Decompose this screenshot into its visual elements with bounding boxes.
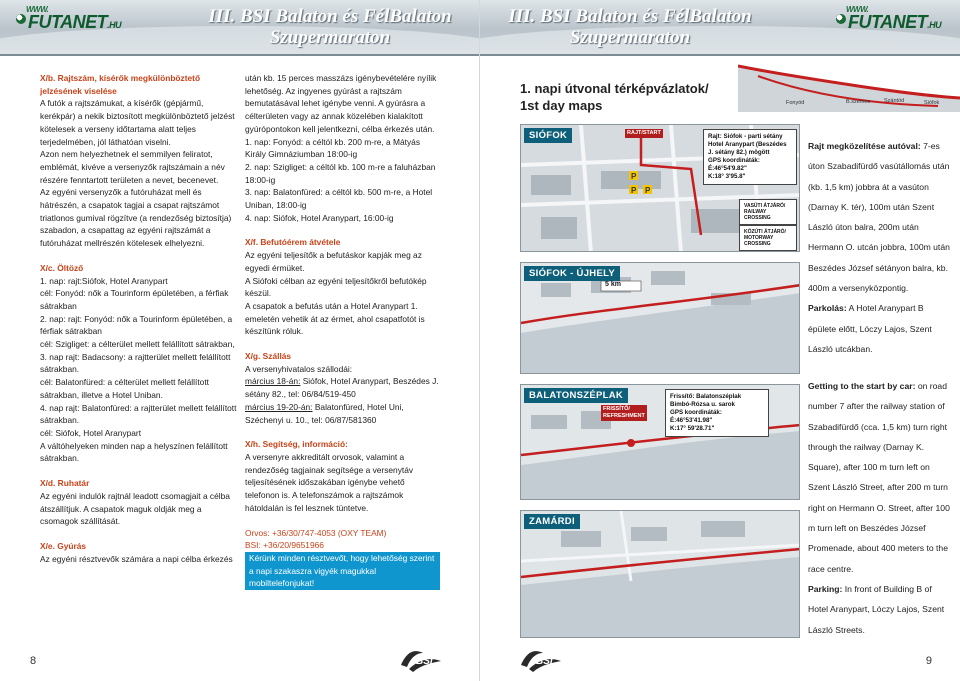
- paragraph: Azon nem helyezhetnek el semmilyen feliratot, emblémát, kivéve a versenyzők rajtszámain a név részére fenntartott területen a nevet, becenevet.: [40, 149, 225, 185]
- list-item: cél: Fonyód: nők a Tourinform épületében, a férfiak sátrakban: [40, 288, 229, 311]
- map-zamardi: [520, 510, 800, 638]
- railway-crossing-label: VASÚTI ÁTJÁRÓ/ RAILWAY CROSSING: [739, 199, 797, 225]
- paragraph: A Siófoki célban az egyéni teljesítőkről befutókép készül.: [245, 275, 427, 299]
- header-title: III. BSI Balaton és FélBalaton Szupermaraton: [208, 6, 452, 48]
- paragraph: március 18-án: Siófok, Hotel Aranypart, Beszédes J. sétány 82., tel: 06/84/519-450: [245, 376, 439, 400]
- list-item: A váltóhelyeken minden nap a helyszínen felállított sátrakban.: [40, 440, 228, 464]
- list-item: cél: Szigliget: a célterület mellett felállított sátrakban,: [40, 339, 235, 350]
- svg-text:P: P: [631, 172, 637, 181]
- section-title: X/h. Segítség, információ:: [245, 439, 348, 450]
- section-title: X/d. Ruhatár: [40, 478, 90, 489]
- svg-text:P: P: [631, 186, 637, 195]
- svg-text:P: P: [645, 186, 651, 195]
- list-item: cél: Siófok, Hotel Aranypart: [40, 427, 142, 438]
- paragraph: A futók a rajtszámukat, a kísérők (gépjármű, kerékpár) a nekik biztosított megkülönböztető jelzést kötelesek a verseny időtartama alatt teljes terjedelmében, jól láthatóan viselni.: [40, 98, 235, 147]
- section-title: X/e. Gyúrás: [40, 540, 87, 551]
- highlight-box: Kérünk minden résztvevőt, hogy lehetőség szerint a napi szakaszra vigyék magukkal mobiltelefonjukat!: [245, 552, 440, 590]
- paragraph: március 19-20-án: Balatonfüred, Hotel Uni, Széchenyi u. 10., tel: 06/87/581360: [245, 401, 404, 425]
- page-number: 8: [30, 655, 37, 667]
- bsi-logo: [395, 645, 445, 673]
- header-band: [0, 0, 480, 56]
- paragraph: A versenyhivatalos szállodái:: [245, 363, 353, 374]
- list-item: 4. nap rajt: Balatonfüred: a rajtterület mellett felállított sátrakban.: [40, 402, 237, 426]
- svg-text:BSI: BSI: [536, 656, 553, 667]
- map-siofok-ujhely: [520, 262, 800, 374]
- left-column-1: [40, 72, 238, 565]
- bsi-logo: [515, 645, 565, 673]
- svg-text:BSI: BSI: [416, 656, 433, 667]
- list-item: 3. nap: Balatonfüred: a céltól kb. 500 m-re, a Hotel Uniban, 18:00-ig: [245, 187, 433, 211]
- section-title: X/c. Öltöző: [40, 262, 84, 273]
- list-item: 4. nap: Siófok, Hotel Aranypart, 16:00-ig: [245, 212, 394, 223]
- list-item: 1. nap: rajt:Siófok, Hotel Aranypart: [40, 275, 168, 286]
- directions-en: Getting to the start by car: on road number 7 after the railway station of Szabadifürdő (cca. 1,5 km) turn right through the railway (Darnay K. Square), after 100 m turn left on Szent László Street, after 200 m turn right on Hermann O. Street, after 100 m turn left on Beszédes József Promenade, about 400 meters to the race centre. Parking: In front of Building B of Hotel Aranypart, Lóczy Lajos, Szent László Streets.: [808, 381, 950, 635]
- paragraph: Az egyéni teljesítők a befutáskor kapják meg az egyedi érmüket.: [245, 250, 422, 273]
- lake-overview-map: [738, 56, 960, 112]
- svg-text:Fonyód: Fonyód: [786, 100, 805, 106]
- map-tag: ZAMÁRDI: [524, 514, 580, 529]
- list-item: 2. nap: Szigliget: a céltól kb. 100 m-re a faluházban 18:00-ig: [245, 161, 436, 185]
- svg-text:Szántód: Szántód: [884, 98, 905, 104]
- left-column-2: [245, 72, 440, 590]
- ball-icon: [16, 14, 26, 24]
- list-item: 3. nap rajt: Badacsony: a rajtterület mellett felállított sátrakban.: [40, 351, 231, 375]
- futanet-logo: WWW. FUTANET.HU: [836, 5, 941, 34]
- start-label: RAJT/START: [627, 130, 661, 136]
- list-item: cél: Balatonfüred: a célterület mellett felállított sátrakban, illetve a Hotel Uniban.: [40, 377, 209, 400]
- map-siofok: [520, 124, 800, 252]
- map-tag: SIÓFOK - ÚJHELY: [524, 266, 620, 281]
- refreshment-info-box: Frissítő: Balatonszéplak Bimbó-Rózsa u. sarok GPS koordináták: É:46°53'41.98" K:17° 59'28.71": [665, 389, 769, 437]
- map-balatonszeplak: [520, 384, 800, 500]
- paragraph: Az egyéni indulók rajtnál leadott csomagjait a célba átszállítjuk. A csapatok maguk oldják meg a csomagok szállítását.: [40, 490, 230, 527]
- svg-text:B.szemes: B.szemes: [846, 99, 871, 105]
- list-item: 2. nap: rajt: Fonyód: nők a Tourinform épületében, a férfiak sátrakban: [40, 313, 233, 337]
- refreshment-label: FRISSÍTŐ/ REFRESHMENT: [601, 405, 647, 421]
- list-item: 1. nap: Fonyód: a céltól kb. 200 m-re, a Mátyás Király Gimnáziumban 18:00-ig: [245, 136, 421, 160]
- section-title: X/g. Szállás: [245, 351, 292, 362]
- directions-hu: Rajt megközelítése autóval: 7-es úton Szabadifürdő vasútállomás után (kb. 1,5 km) jobbra át a vasúton (Darnay K. tér), 100m után Szent László úton balra, 200m után Hermann O. utcán jobbra, 100m után Beszédes József sétányon balra, kb. 400m a versenyközpontig. Parkolás: A Hotel Aranypart B épülete előtt, Lóczy Lajos, Szent László utcákban.: [808, 141, 950, 354]
- paragraph: Az egyéni résztvevők számára a napi célba érkezés: [40, 553, 233, 564]
- paragraph: A versenyre akkreditált orvosok, valamint a rendezőség tagjainak segítsége a versenytáv teljesítésének időszakában igénybe vehető telefonon is. A telefonszámok a rajtszámok hátoldalán is fel lesznek tüntetve.: [245, 451, 414, 513]
- svg-text:Siófok: Siófok: [924, 100, 940, 106]
- phone-doctor: Orvos: +36/30/747-4053 (OXY TEAM): [245, 527, 387, 538]
- paragraph: Az egyéni versenyzők a futóruházat mell és hátrészén, a csapatok tagjai a csapat rajtszámot triatlonos gumival rögzítve (a rendezőség biztosítja) szabadon, a csapattag az egyéni rajtszámát a futóruházat mellrészén kötelesek elhelyezni.: [40, 187, 232, 249]
- map-tag: BALATONSZÉPLAK: [524, 388, 628, 403]
- map-tag: SIÓFOK: [524, 128, 572, 143]
- header-band: [480, 0, 960, 56]
- section-title: X/f. Befutóérem átvétele: [245, 237, 341, 248]
- distance-label: 5 km: [605, 281, 621, 288]
- futanet-logo: WWW. FUTANET.HU: [16, 5, 121, 34]
- paragraph: után kb. 15 perces masszázs igénybevételére nyílik lehetőség. Az ingyenes gyúrást a rajtszám bemutatásával lehet igénybe venni. A gyúrásra a célterületen vagy az annak közelében kialakított gyúrópontokon kell jelentkezni, célba érkezés után.: [245, 73, 437, 134]
- start-info-box: Rajt: Siófok - parti sétány Hotel Aranypart (Beszédes J. sétány 82.) mögött GPS koordináták: É:46°54'9.82" K:18° 3'95.8": [703, 129, 797, 185]
- section-title: X/b. Rajtszám, kísérők megkülönböztető jelzésének viselése: [40, 73, 201, 96]
- map-heading: 1. napi útvonal térképvázlatok/ 1st day maps: [520, 81, 709, 113]
- motorway-crossing-label: KÖZÚTI ÁTJÁRÓ/ MOTORWAY CROSSING: [739, 225, 797, 251]
- ball-icon: [836, 14, 846, 24]
- header-title: III. BSI Balaton és FélBalaton Szupermaraton: [508, 6, 752, 48]
- phone-bsi: BSI: +36/20/9651966: [245, 540, 324, 551]
- paragraph: A csapatok a befutás után a Hotel Aranypart 1. emeletén vehetik át az érmet, ahol csapatfotót is készítünk róluk.: [245, 300, 425, 337]
- page-number: 9: [925, 655, 932, 667]
